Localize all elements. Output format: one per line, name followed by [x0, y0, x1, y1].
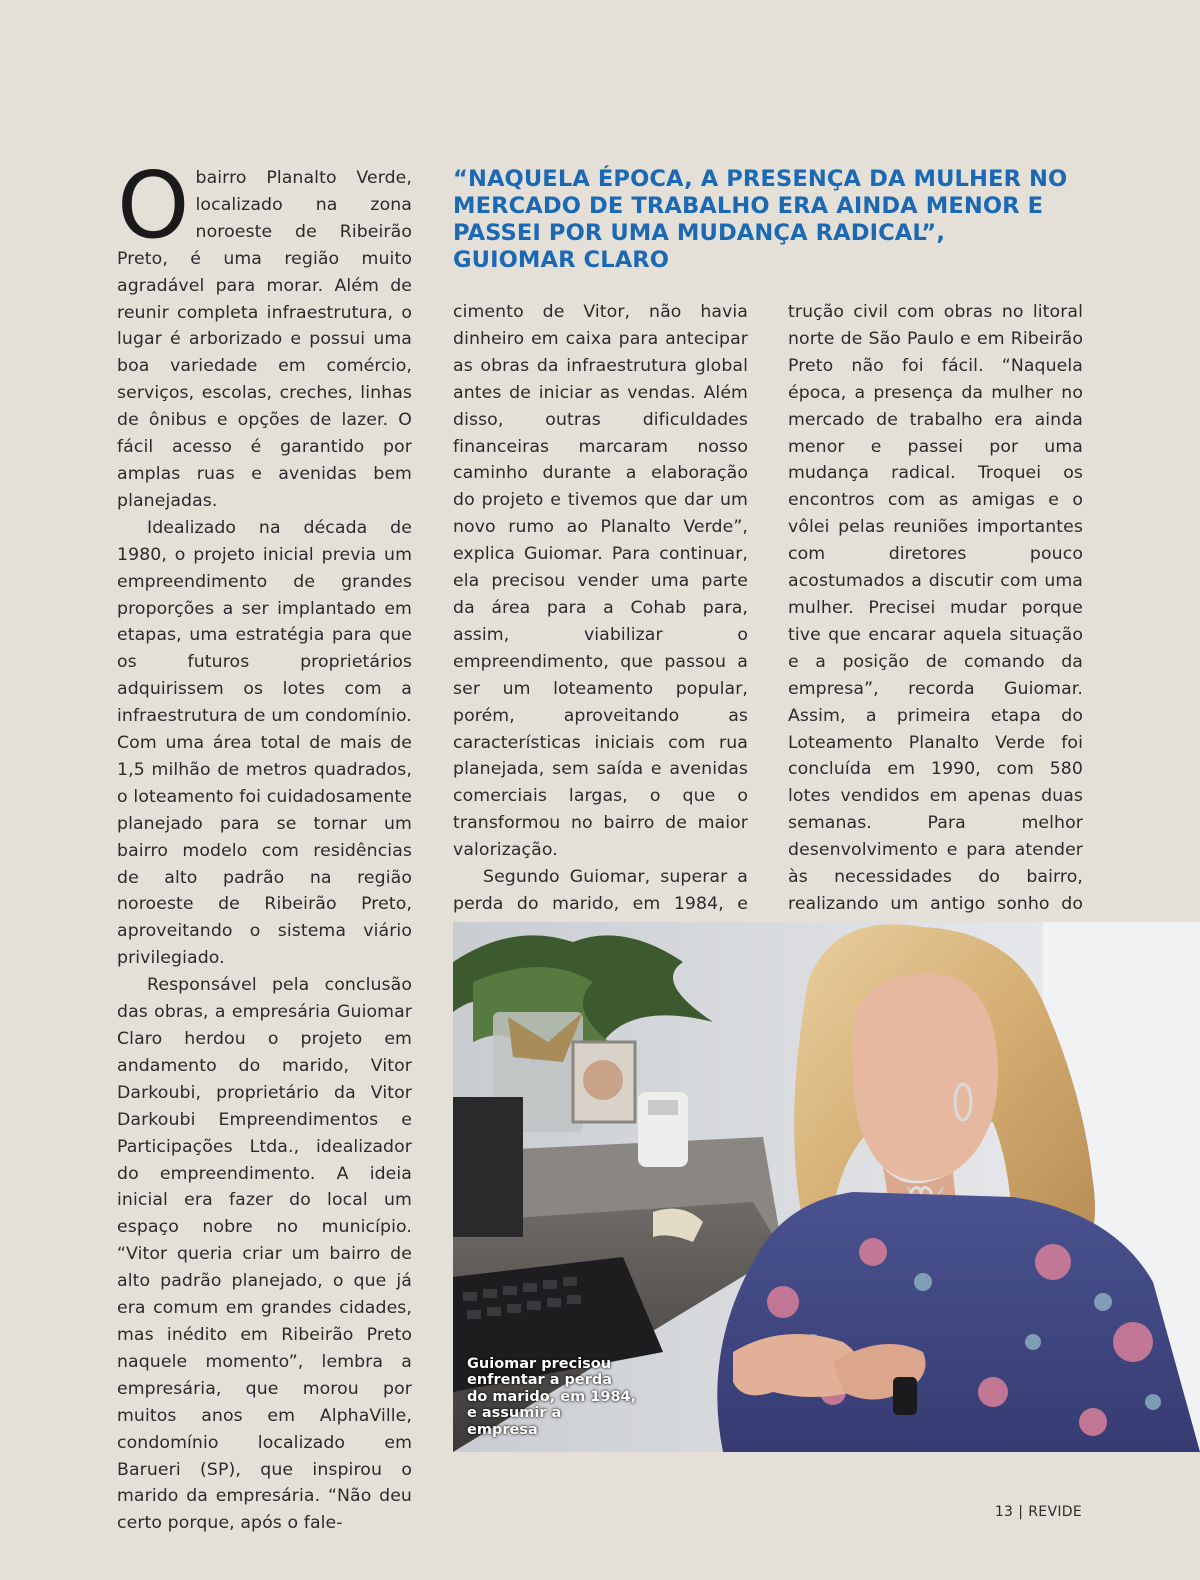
article-column-3: [788, 299, 1083, 945]
footer-separator: |: [1018, 1504, 1024, 1520]
article-paragraph: cimento de Vitor, não havia dinheiro em caixa para antecipar as obras da infraestrutura global antes de iniciar as vendas. Além disso, outras dificuldades financeiras marcaram nosso caminho durante a elaboração do projeto e tivemos que dar um novo rumo ao Planalto Verde”, explica Guiomar. Para continuar, ela precisou vender uma parte da área para a Cohab para, assim, viabilizar o empreendimento, que passou a ser um loteamento popular, porém, aproveitando as características iniciais com rua planejada, sem saída e avenidas comerciais largas, o que o transformou no bairro de maior valorização.: [453, 302, 748, 861]
photo-caption: Guiomar precisou enfrentar a perda do marido, em 1984, e assumir a empresa: [467, 1355, 637, 1438]
article-column-2: [453, 299, 748, 945]
article-paragraph: Responsável pela conclusão das obras, a empresária Guiomar Claro herdou o projeto em andamento do marido, Vitor Darkoubi, proprietário da Vitor Darkoubi Empreendimentos e Participações Ltda., idealizador do empreendimento. A ideia inicial era fazer do local um espaço nobre no município. “Vitor queria criar um bairro de alto padrão planejado, o que já era comum em grandes cidades, mas inédito em Ribeirão Preto naquele momento”, lembra a empresária, que morou por muitos anos em AlphaVille, condomínio localizado em Barueri (SP), que inspirou o marido da empresária. “Não deu certo porque, após o fale-: [117, 975, 412, 1534]
article-paragraph: Idealizado na década de 1980, o projeto inicial previa um empreendimento de grandes proporções a ser implantado em etapas, uma estratégia para que os futuros proprietários adquirissem os lotes com a infraestrutura de um condomínio. Com uma área total de mais de 1,5 milhão de metros quadrados, o loteamento foi cuidadosamente planejado para se tornar um bairro modelo com residências de alto padrão na região noroeste de Ribeirão Preto, aproveitando o sistema viário privilegiado.: [117, 517, 412, 969]
pull-quote: “NAQUELA ÉPOCA, A PRESENÇA DA MULHER NO MERCADO DE TRABALHO ERA AINDA MENOR E PASSEI POR UMA MUDANÇA RADICAL”, GUIOMAR CLARO: [453, 166, 1068, 273]
article-column-1: [117, 152, 412, 1537]
page-number: 13: [994, 1504, 1014, 1520]
article-photo: [453, 922, 1200, 1452]
article-paragraph: Segundo Guiomar, superar a perda do marido, em 1984, e: [453, 867, 748, 914]
drop-cap: O: [117, 152, 190, 259]
article-paragraph: O bairro Planalto Verde, localizado na zona noroeste de Ribeirão Preto, é uma região muito agradável para morar. Além de reunir completa infraestrutura, o lugar é arborizado e possui uma boa variedade em comércio, serviços, escolas, creches, linhas de ônibus e opções de lazer. O fácil acesso é garantido por amplas ruas e avenidas bem planejadas.: [117, 152, 412, 511]
page-footer: [995, 1504, 1082, 1520]
article-paragraph: trução civil com obras no litoral norte de São Paulo e em Ribeirão Preto não foi fácil. “Naquela época, a presença da mulher no mercado de trabalho era ainda menor e passei por uma mudança radical. Troquei os encontros com as amigas e o vôlei pelas reuniões importantes com diretores pouco acostumados a discutir com uma mulher. Precisei mudar porque tive que encarar aquela situação e a posição de comando da empresa”, recorda Guiomar. Assim, a primeira etapa do Loteamento Planalto Verde foi concluída em 1990, com 580 lotes vendidos em apenas duas semanas. Para melhor desenvolvimento e para atender às necessidades do bairro, realizando um antigo sonho do: [788, 302, 1083, 914]
magazine-name: REVIDE: [1028, 1504, 1082, 1520]
